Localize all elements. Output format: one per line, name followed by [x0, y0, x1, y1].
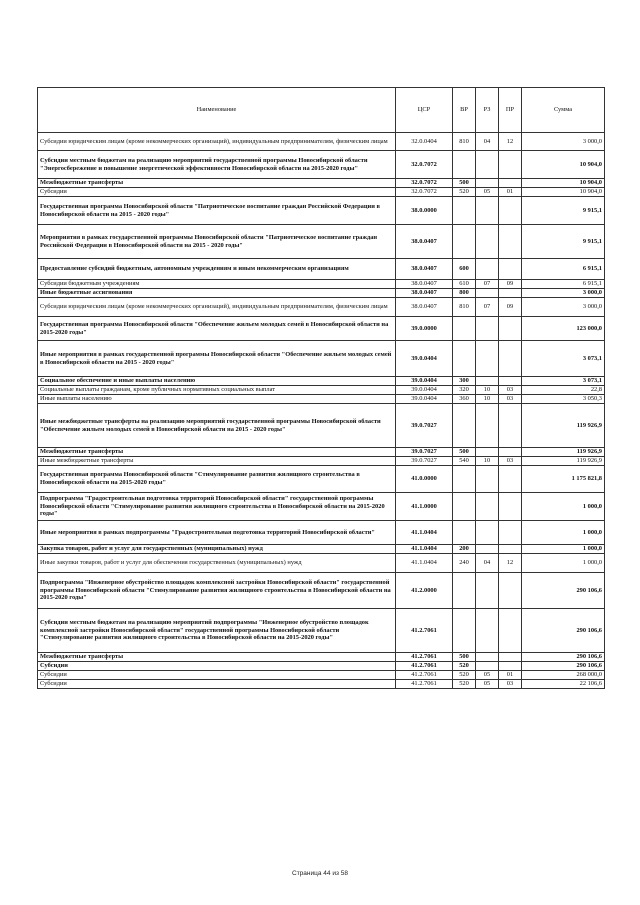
cell-sum: 22,8: [522, 386, 605, 395]
cell-pr: [499, 521, 522, 545]
cell-rz: 05: [476, 188, 499, 197]
cell-csr: 38.0.0407: [396, 225, 453, 259]
cell-rz: 05: [476, 671, 499, 680]
cell-name: Межбюджетные трансферты: [38, 179, 396, 188]
cell-vr: 240: [453, 554, 476, 573]
cell-vr: [453, 466, 476, 493]
cell-pr: [499, 609, 522, 653]
cell-name: Социальные выплаты гражданам, кроме публичных нормативных социальных выплат: [38, 386, 396, 395]
cell-vr: 540: [453, 457, 476, 466]
cell-sum: 10 904,0: [522, 188, 605, 197]
cell-vr: 610: [453, 280, 476, 289]
cell-pr: [499, 225, 522, 259]
cell-sum: 9 915,1: [522, 197, 605, 225]
cell-rz: [476, 573, 499, 609]
cell-rz: [476, 609, 499, 653]
cell-sum: 119 926,9: [522, 457, 605, 466]
cell-pr: 03: [499, 395, 522, 404]
cell-vr: 520: [453, 671, 476, 680]
cell-sum: 3 050,3: [522, 395, 605, 404]
table-row: [38, 197, 605, 225]
cell-name: Закупка товаров, работ и услуг для государственных (муниципальных) нужд: [38, 545, 396, 554]
cell-rz: 05: [476, 680, 499, 689]
cell-name: Иные межбюджетные трансферты: [38, 457, 396, 466]
header-sum: Сумма: [522, 88, 605, 133]
cell-pr: 03: [499, 457, 522, 466]
cell-pr: [499, 653, 522, 662]
cell-vr: [453, 493, 476, 521]
table-row: [38, 188, 605, 197]
cell-rz: [476, 466, 499, 493]
cell-name: Социальное обеспечение и иные выплаты населению: [38, 377, 396, 386]
table-row: [38, 448, 605, 457]
cell-rz: 10: [476, 386, 499, 395]
cell-name: Иные выплаты населению: [38, 395, 396, 404]
cell-csr: 41.1.0404: [396, 554, 453, 573]
cell-rz: [476, 545, 499, 554]
cell-pr: [499, 493, 522, 521]
cell-name: Субсидии: [38, 662, 396, 671]
cell-sum: 290 106,6: [522, 609, 605, 653]
cell-sum: 119 926,9: [522, 448, 605, 457]
cell-sum: 10 904,0: [522, 151, 605, 179]
cell-vr: 320: [453, 386, 476, 395]
cell-name: Субсидии бюджетным учреждениям: [38, 280, 396, 289]
cell-sum: 123 000,0: [522, 317, 605, 341]
cell-csr: 41.2.7061: [396, 653, 453, 662]
cell-csr: 38.0.0407: [396, 289, 453, 298]
cell-csr: 38.0.0407: [396, 298, 453, 317]
cell-pr: [499, 289, 522, 298]
cell-rz: [476, 151, 499, 179]
cell-rz: [476, 448, 499, 457]
table-row: [38, 179, 605, 188]
cell-pr: [499, 573, 522, 609]
cell-pr: [499, 317, 522, 341]
cell-vr: [453, 609, 476, 653]
cell-vr: [453, 225, 476, 259]
cell-vr: 800: [453, 289, 476, 298]
cell-vr: 520: [453, 680, 476, 689]
table-row: [38, 259, 605, 280]
cell-csr: 38.0.0407: [396, 280, 453, 289]
cell-sum: 3 000,0: [522, 289, 605, 298]
cell-csr: 41.2.7061: [396, 662, 453, 671]
table-header-row: [38, 88, 605, 133]
cell-csr: 39.0.7027: [396, 457, 453, 466]
cell-vr: 500: [453, 179, 476, 188]
cell-sum: 3 073,1: [522, 341, 605, 377]
cell-rz: [476, 493, 499, 521]
cell-csr: 41.1.0404: [396, 521, 453, 545]
table-row: [38, 545, 605, 554]
cell-name: Государственная программа Новосибирской области "Обеспечение жильем молодых семей в Новосибирской области на 2015-2020 годы": [38, 317, 396, 341]
cell-csr: 39.0.0404: [396, 377, 453, 386]
cell-pr: [499, 259, 522, 280]
table-row: [38, 341, 605, 377]
cell-csr: 38.0.0000: [396, 197, 453, 225]
table-row: [38, 133, 605, 151]
table-row: [38, 386, 605, 395]
cell-csr: 41.2.0000: [396, 573, 453, 609]
cell-csr: 32.0.7072: [396, 179, 453, 188]
page-number: Страница 44 из 58: [292, 870, 348, 877]
cell-sum: 9 915,1: [522, 225, 605, 259]
cell-pr: [499, 197, 522, 225]
cell-name: Подпрограмма "Инженерное обустройство площадок комплексной застройки Новосибирской области" государственной программы Новосибирской области "Стимулирование развития жилищного строительства в Новосибирской области на 2015-2020 годы": [38, 573, 396, 609]
cell-csr: 32.0.0404: [396, 133, 453, 151]
cell-csr: 32.0.7072: [396, 188, 453, 197]
cell-csr: 41.1.0000: [396, 493, 453, 521]
table-row: [38, 554, 605, 573]
cell-name: Субсидии юридическим лицам (кроме некоммерческих организаций), индивидуальным предпринимателям, физическим лицам: [38, 133, 396, 151]
cell-rz: 07: [476, 280, 499, 289]
table-row: [38, 493, 605, 521]
table-row: [38, 317, 605, 341]
table-row: [38, 662, 605, 671]
cell-pr: [499, 179, 522, 188]
cell-rz: 10: [476, 457, 499, 466]
cell-rz: [476, 259, 499, 280]
cell-pr: 09: [499, 280, 522, 289]
table-row: [38, 680, 605, 689]
cell-rz: [476, 179, 499, 188]
table-row: [38, 466, 605, 493]
cell-sum: 6 915,1: [522, 259, 605, 280]
cell-csr: 41.2.7061: [396, 680, 453, 689]
cell-rz: 07: [476, 298, 499, 317]
cell-sum: 1 000,0: [522, 545, 605, 554]
cell-csr: 41.0.0000: [396, 466, 453, 493]
cell-name: Предоставление субсидий бюджетным, автономным учреждениям и иным некоммерческим организациям: [38, 259, 396, 280]
cell-sum: 1 000,0: [522, 493, 605, 521]
cell-pr: 12: [499, 554, 522, 573]
cell-name: Иные межбюджетные трансферты на реализацию мероприятий государственной программы Новосибирской области "Обеспечение жильем молодых семей в Новосибирской области на 2015 - 2020 годы": [38, 404, 396, 448]
cell-csr: 39.0.0404: [396, 341, 453, 377]
cell-name: Иные бюджетные ассигнования: [38, 289, 396, 298]
cell-rz: [476, 662, 499, 671]
table-row: [38, 395, 605, 404]
cell-csr: 41.2.7061: [396, 671, 453, 680]
cell-sum: 3 000,0: [522, 133, 605, 151]
cell-rz: [476, 521, 499, 545]
cell-pr: 03: [499, 680, 522, 689]
header-pr: ПР: [499, 88, 522, 133]
cell-pr: [499, 151, 522, 179]
cell-csr: 39.0.0000: [396, 317, 453, 341]
cell-pr: 03: [499, 386, 522, 395]
cell-name: Государственная программа Новосибирской области "Патриотическое воспитание граждан Российской Федерации в Новосибирской области на 2015 - 2020 годы": [38, 197, 396, 225]
cell-sum: 3 073,1: [522, 377, 605, 386]
cell-pr: 09: [499, 298, 522, 317]
cell-sum: 3 000,0: [522, 298, 605, 317]
table-body: [38, 133, 605, 689]
cell-vr: [453, 197, 476, 225]
cell-name: Мероприятия в рамках государственной программы Новосибирской области "Патриотическое воспитание граждан Российской Федерации в Новосибирской области на 2015 - 2020 годы": [38, 225, 396, 259]
cell-vr: 520: [453, 188, 476, 197]
cell-csr: 39.0.7027: [396, 404, 453, 448]
cell-name: Субсидии: [38, 671, 396, 680]
cell-csr: 32.0.7072: [396, 151, 453, 179]
cell-rz: [476, 653, 499, 662]
cell-sum: 1 000,0: [522, 521, 605, 545]
cell-sum: 1 175 821,8: [522, 466, 605, 493]
table-row: [38, 298, 605, 317]
table-row: [38, 280, 605, 289]
cell-csr: 38.0.0407: [396, 259, 453, 280]
table-row: [38, 457, 605, 466]
cell-pr: [499, 404, 522, 448]
cell-vr: [453, 341, 476, 377]
cell-csr: 39.0.0404: [396, 386, 453, 395]
table-row: [38, 225, 605, 259]
cell-rz: [476, 317, 499, 341]
cell-name: Межбюджетные трансферты: [38, 653, 396, 662]
table-row: [38, 289, 605, 298]
cell-sum: 290 106,6: [522, 573, 605, 609]
cell-vr: 500: [453, 448, 476, 457]
cell-rz: [476, 377, 499, 386]
cell-rz: [476, 197, 499, 225]
cell-pr: [499, 466, 522, 493]
cell-name: Субсидии юридическим лицам (кроме некоммерческих организаций), индивидуальным предпринимателям, физическим лицам: [38, 298, 396, 317]
table-row: [38, 151, 605, 179]
header-csr: ЦСР: [396, 88, 453, 133]
cell-csr: 41.2.7061: [396, 609, 453, 653]
cell-name: Субсидии: [38, 188, 396, 197]
table-row: [38, 521, 605, 545]
cell-vr: 300: [453, 377, 476, 386]
cell-sum: 6 915,1: [522, 280, 605, 289]
cell-name: Субсидии местным бюджетам на реализацию мероприятий подпрограммы "Инженерное обустройство площадок комплексной застройки Новосибирской области" государственной программы Новосибирской области "Стимулирование развития жилищного строительства в Новосибирской области на 2015-2020 годы": [38, 609, 396, 653]
cell-rz: 10: [476, 395, 499, 404]
cell-sum: 290 106,6: [522, 662, 605, 671]
cell-pr: [499, 662, 522, 671]
cell-sum: 1 000,0: [522, 554, 605, 573]
cell-pr: 12: [499, 133, 522, 151]
cell-vr: [453, 573, 476, 609]
cell-sum: 268 000,0: [522, 671, 605, 680]
cell-csr: 39.0.0404: [396, 395, 453, 404]
cell-name: Подпрограмма "Градостроительная подготовка территорий Новосибирской области" государственной программы Новосибирской области "Стимулирование развития жилищного строительства в Новосибирской области на 2015-2020 годы": [38, 493, 396, 521]
table-row: [38, 573, 605, 609]
cell-name: Государственная программа Новосибирской области "Стимулирование развития жилищного строительства в Новосибирской области на 2015-2020 годы": [38, 466, 396, 493]
cell-pr: [499, 377, 522, 386]
cell-sum: 119 926,9: [522, 404, 605, 448]
cell-name: Межбюджетные трансферты: [38, 448, 396, 457]
cell-pr: [499, 448, 522, 457]
cell-rz: [476, 289, 499, 298]
cell-vr: 520: [453, 662, 476, 671]
table-row: [38, 377, 605, 386]
cell-name: Иные мероприятия в рамках государственной программы Новосибирской области "Обеспечение жильем молодых семей в Новосибирской области на 2015 - 2020 годы": [38, 341, 396, 377]
cell-pr: 01: [499, 671, 522, 680]
table-row: [38, 653, 605, 662]
table-row: [38, 671, 605, 680]
cell-vr: [453, 404, 476, 448]
cell-name: Субсидии: [38, 680, 396, 689]
cell-vr: 810: [453, 298, 476, 317]
cell-rz: 04: [476, 554, 499, 573]
header-rz: РЗ: [476, 88, 499, 133]
cell-vr: 500: [453, 653, 476, 662]
cell-csr: 39.0.7027: [396, 448, 453, 457]
cell-vr: 810: [453, 133, 476, 151]
cell-vr: 360: [453, 395, 476, 404]
cell-vr: 600: [453, 259, 476, 280]
cell-rz: [476, 341, 499, 377]
cell-vr: 200: [453, 545, 476, 554]
cell-csr: 41.1.0404: [396, 545, 453, 554]
cell-vr: [453, 317, 476, 341]
cell-rz: [476, 404, 499, 448]
cell-vr: [453, 521, 476, 545]
cell-name: Субсидии местным бюджетам на реализацию мероприятий государственной программы Новосибирской области "Энергосбережение и повышение энергетической эффективности Новосибирской области на 2015-2020 годы": [38, 151, 396, 179]
cell-sum: 10 904,0: [522, 179, 605, 188]
cell-sum: 22 106,6: [522, 680, 605, 689]
budget-table: [37, 87, 605, 689]
table-row: [38, 404, 605, 448]
cell-pr: 01: [499, 188, 522, 197]
cell-pr: [499, 545, 522, 554]
table-row: [38, 609, 605, 653]
cell-name: Иные мероприятия в рамках подпрограммы "Градостроительная подготовка территорий Новосибирской области": [38, 521, 396, 545]
cell-rz: [476, 225, 499, 259]
header-vr: ВР: [453, 88, 476, 133]
cell-sum: 290 106,6: [522, 653, 605, 662]
cell-vr: [453, 151, 476, 179]
header-name: Наименование: [38, 88, 396, 133]
cell-rz: 04: [476, 133, 499, 151]
cell-pr: [499, 341, 522, 377]
cell-name: Иные закупки товаров, работ и услуг для обеспечения государственных (муниципальных) нужд: [38, 554, 396, 573]
